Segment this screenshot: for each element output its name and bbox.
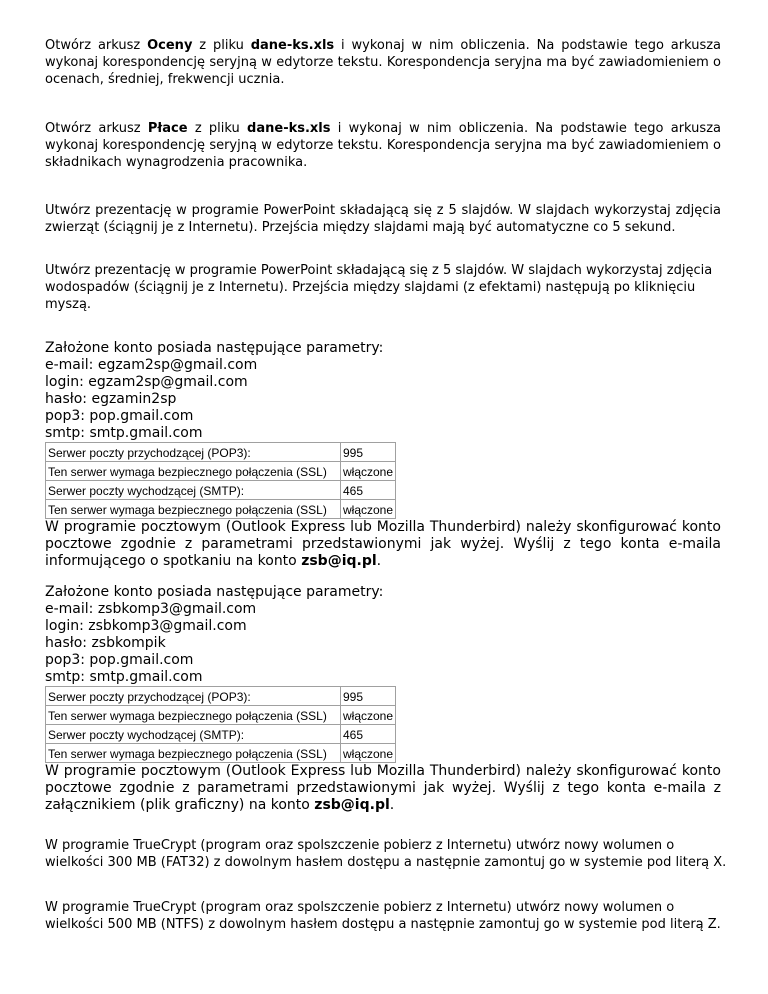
setting-value: włączone — [341, 500, 396, 519]
setting-value: włączone — [341, 744, 396, 763]
sheet-name: Płace — [147, 121, 188, 136]
setting-label: Serwer poczty wychodzącej (SMTP): — [46, 481, 341, 500]
task-line: W programie TrueCrypt (program oraz spolszczenie pobierz z Internetu) utwórz nowy wolumen o — [45, 838, 675, 853]
setting-value: włączone — [341, 462, 396, 481]
task-text: Otwórz arkusz — [45, 38, 148, 53]
task-oceny — [45, 37, 721, 88]
target-email: zsb@iq.pl — [314, 797, 390, 813]
task-text: W programie pocztowym (Outlook Express lub Mozilla Thunderbird) należy skonfigurować konto pocztowe zgodnie z parametrami przedstawionymi jak wyżej. Wyślij z tego konta e-maila informującego o spotkaniu na konto — [45, 519, 721, 569]
setting-value: włączone — [341, 706, 396, 725]
account-pop3: pop3: pop.gmail.com — [45, 652, 194, 668]
sheet-name: Oceny — [147, 38, 193, 53]
account-email: e-mail: zsbkomp3@gmail.com — [45, 601, 257, 617]
task-prezentacja-zwierzeta: Utwórz prezentację w programie PowerPoint składającą się z 5 slajdów. W slajdach wykorzystaj zdjęcia zwierząt (ściągnij je z Internetu). Przejścia między slajdami mają być automatyczne co 5 sekund. — [45, 203, 721, 235]
task-line: Utwórz prezentację w programie PowerPoint składającą się z 5 slajdów. W slajdach wykorzystaj zdjęcia — [45, 263, 713, 278]
setting-label: Ten serwer wymaga bezpiecznego połączenia (SSL) — [46, 462, 341, 481]
task-line: W programie TrueCrypt (program oraz spolszczenie pobierz z Internetu) utwórz nowy wolumen o — [45, 900, 675, 915]
setting-value: 995 — [341, 443, 396, 462]
account-smtp: smtp: smtp.gmail.com — [45, 669, 203, 685]
account-password: hasło: egzamin2sp — [45, 391, 177, 407]
setting-label: Ten serwer wymaga bezpiecznego połączenia (SSL) — [46, 744, 341, 763]
task-text: i wykonaj w nim obliczenia. Na podstawie tego arkusza wykonaj korespondencję seryjną w edytorze tekstu. Korespondencja seryjna ma być zawiadomieniem o składnikach wynagrodzenia pracownika. — [45, 121, 721, 170]
account-intro: Założone konto posiada następujące parametry: — [45, 584, 384, 600]
setting-value: 465 — [341, 481, 396, 500]
task-truecrypt-z — [45, 899, 721, 933]
task-instruction: W programie pocztowym (Outlook Express lub Mozilla Thunderbird) należy skonfigurować konto pocztowe zgodnie z parametrami przedstawionymi jak wyżej. Wyślij z tego konta e-maila z załącznikiem (plik graficzny) na konto zsb@iq.pl. — [45, 763, 721, 813]
account-login: login: egzam2sp@gmail.com — [45, 374, 248, 390]
account-password: hasło: zsbkompik — [45, 635, 166, 651]
task-line: wodospadów (ściągnij je z Internetu). Przejścia między slajdami (z efektami) następują po kliknięciu — [45, 280, 696, 295]
file-name: dane-ks.xls — [247, 121, 331, 136]
task-poczta-2 — [45, 584, 721, 814]
table-row — [46, 687, 396, 706]
task-instruction: W programie pocztowym (Outlook Express lub Mozilla Thunderbird) należy skonfigurować konto pocztowe zgodnie z parametrami przedstawionymi jak wyżej. Wyślij z tego konta e-maila informującego o spotkaniu na konto zsb@iq.pl. — [45, 519, 721, 569]
server-settings-table — [45, 686, 396, 763]
task-prezentacja-wodospady — [45, 262, 721, 313]
account-intro: Założone konto posiada następujące parametry: — [45, 340, 384, 356]
table-row — [46, 725, 396, 744]
setting-value: 465 — [341, 725, 396, 744]
task-poczta-1 — [45, 340, 721, 570]
setting-label: Serwer poczty wychodzącej (SMTP): — [46, 725, 341, 744]
table-row — [46, 443, 396, 462]
table-row — [46, 481, 396, 500]
setting-value: 995 — [341, 687, 396, 706]
account-email: e-mail: egzam2sp@gmail.com — [45, 357, 258, 373]
table-row — [46, 500, 396, 519]
task-line: myszą. — [45, 297, 92, 312]
task-place — [45, 120, 721, 171]
task-truecrypt-x — [45, 837, 727, 871]
setting-label: Ten serwer wymaga bezpiecznego połączenia (SSL) — [46, 706, 341, 725]
task-text: z pliku — [192, 38, 251, 53]
account-login: login: zsbkomp3@gmail.com — [45, 618, 247, 634]
account-pop3: pop3: pop.gmail.com — [45, 408, 194, 424]
target-email: zsb@iq.pl — [301, 553, 377, 569]
table-row — [46, 462, 396, 481]
task-text: i wykonaj w nim obliczenia. Na podstawie tego arkusza wykonaj korespondencję seryjną w edytorze tekstu. Korespondencja seryjna ma być zawiadomieniem o ocenach, średniej, frekwencji ucznia. — [45, 38, 722, 87]
table-row — [46, 744, 396, 763]
task-text: W programie pocztowym (Outlook Express lub Mozilla Thunderbird) należy skonfigurować konto pocztowe zgodnie z parametrami przedstawionymi jak wyżej. Wyślij z tego konta e-maila z załącznikiem (plik graficzny) na konto — [45, 763, 721, 813]
setting-label: Serwer poczty przychodzącej (POP3): — [46, 443, 341, 462]
task-text: Otwórz arkusz — [45, 121, 148, 136]
task-text: z pliku — [187, 121, 248, 136]
file-name: dane-ks.xls — [250, 38, 335, 53]
server-settings-table — [45, 442, 396, 519]
account-smtp: smtp: smtp.gmail.com — [45, 425, 203, 441]
setting-label: Serwer poczty przychodzącej (POP3): — [46, 687, 341, 706]
setting-label: Ten serwer wymaga bezpiecznego połączenia (SSL) — [46, 500, 341, 519]
task-line: wielkości 300 MB (FAT32) z dowolnym hasłem dostępu a następnie zamontuj go w systemie pod literą X. — [45, 855, 727, 870]
table-row — [46, 706, 396, 725]
task-line: wielkości 500 MB (NTFS) z dowolnym hasłem dostępu a następnie zamontuj go w systemie pod literą Z. — [45, 917, 721, 932]
